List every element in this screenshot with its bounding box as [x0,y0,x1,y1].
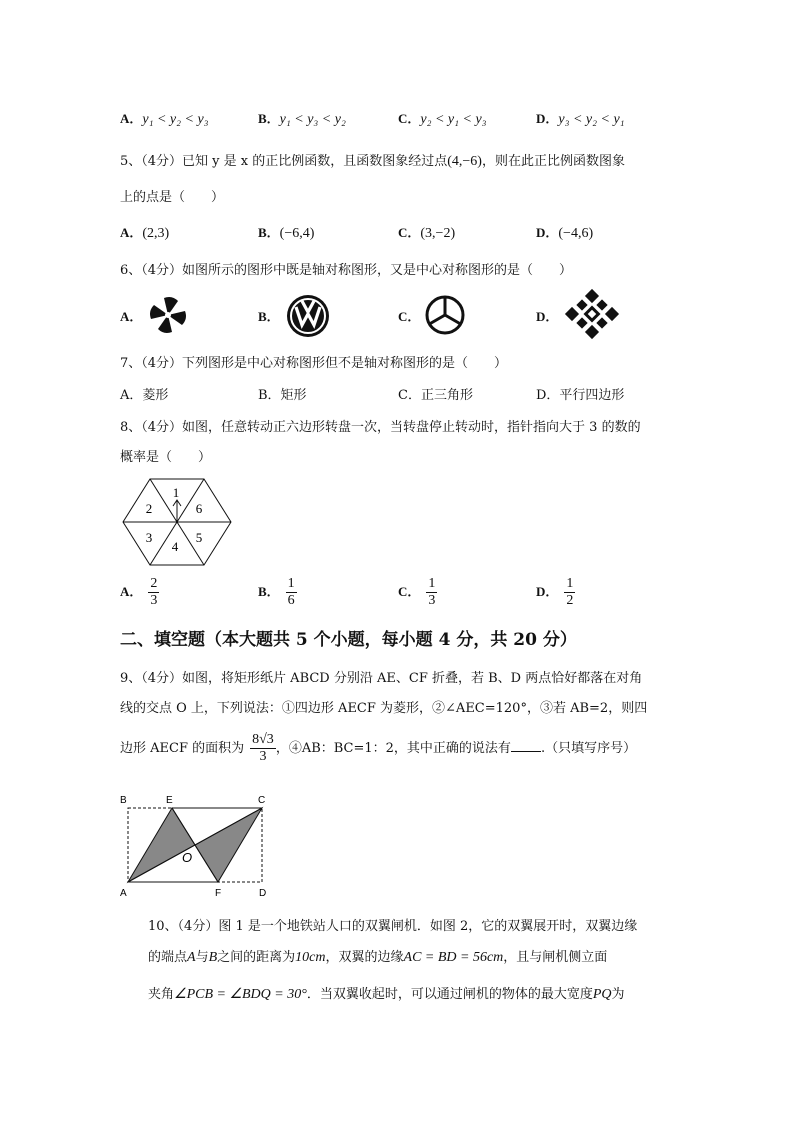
section-2-heading: 二、填空题（本大题共 5 个小题，每小题 4 分，共 20 分） [120,630,577,650]
q6-label-d: D． [536,309,559,324]
spinner-number-6: 6 [195,501,203,516]
q9-line3: 边形 AECF 的面积为 $\frac{8√3}{3}$ ，④AB：BC=1：2，其中正确的说法有 .（只填写序号） [120,732,637,764]
label-o: O [182,850,193,865]
q7-option-c: C．正三角形 [398,388,473,403]
spinner-number-1: 1 [172,485,180,500]
q7-option-a: A．菱形 [120,388,169,403]
hexagon-spinner [121,475,233,569]
q9-rectangle-fold-figure [116,790,276,898]
q7-option-d: D．平行四边形 [536,388,625,403]
label-d: D [259,888,267,898]
q9-line1: 9、（4分）如图，将矩形纸片 ABCD 分别沿 AE、CF 折叠，若 B、D 两点恰好都落在对角 [120,671,643,686]
spinner-number-3: 3 [145,530,153,545]
q6-label-a: A． [120,309,143,324]
q5-option-d: D．(−4,6) [536,225,594,241]
q4-option-d: D．y₃ < y₂ < y₁ [536,111,625,127]
answer-blank[interactable] [511,739,541,752]
label-b: B [120,795,127,806]
q4-option-b: B．y₁ < y₃ < y₂ [258,111,346,127]
q8-line2: 概率是（ ） [120,450,212,465]
q10-line3: 夹角∠PCB = ∠BDQ = 30°．当双翼收起时，可以通过闸机的物体的最大宽度PQ为 [148,987,625,1002]
q8-option-d: D． $\frac{1}{2}$ [536,576,574,608]
label-f: F [215,888,222,898]
vw-logo-icon [286,294,330,338]
q8-line1: 8、（4分）如图，任意转动正六边形转盘一次，当转盘停止转动时，指针指向大于 3 的数的 [120,420,641,435]
q10-line2: 的端点A与B之间的距离为10cm，双翼的边缘AC = BD = 56cm，且与闸机侧立面 [148,950,608,965]
q5-option-b: B．(−6,4) [258,225,315,241]
q5-option-c: C．(3,−2) [398,225,456,241]
q4-option-c: C．y₂ < y₁ < y₃ [398,111,487,127]
q7-option-b: B．矩形 [258,388,307,403]
q6-label-c: C． [398,309,421,324]
pinwheel-icon [145,294,191,336]
spinner-number-2: 2 [145,501,153,516]
q5-line2: 上的点是（ ） [120,190,225,205]
label-e: E [166,795,173,806]
q5-option-a: A．(2,3) [120,225,170,241]
q5-line1: 5、（4分）已知 y 是 x 的正比例函数，且函数图象经过点(4,−6)，则在此正比例函数图象 [120,154,625,169]
q8-option-c: C． $\frac{1}{3}$ [398,576,436,608]
q7-question: 7、（4分）下列图形是中心对称图形但不是轴对称图形的是（ ） [120,356,508,371]
diamond-cross-icon [562,286,622,342]
q8-option-a: A． $\frac{2}{3}$ [120,576,158,608]
q9-line2: 线的交点 O 上，下列说法：①四边形 AECF 为菱形，②∠AEC=120°，③若 AB=2，则四 [120,701,648,716]
mercedes-logo-icon [424,294,466,336]
spinner-number-4: 4 [171,539,179,554]
label-c: C [258,795,266,806]
q10-line1: 10、（4分）图 1 是一个地铁站人口的双翼闸机．如图 2，它的双翼展开时，双翼边缘 [148,919,638,934]
label-a: A [120,888,127,898]
q8-option-b: B． $\frac{1}{6}$ [258,576,295,608]
q6-question: 6、（4分）如图所示的图形中既是轴对称图形，又是中心对称图形的是（ ） [120,263,573,278]
spinner-number-5: 5 [195,530,203,545]
q6-label-b: B． [258,309,280,324]
q4-option-a: A．y₁ < y₂ < y₃ [120,111,209,127]
